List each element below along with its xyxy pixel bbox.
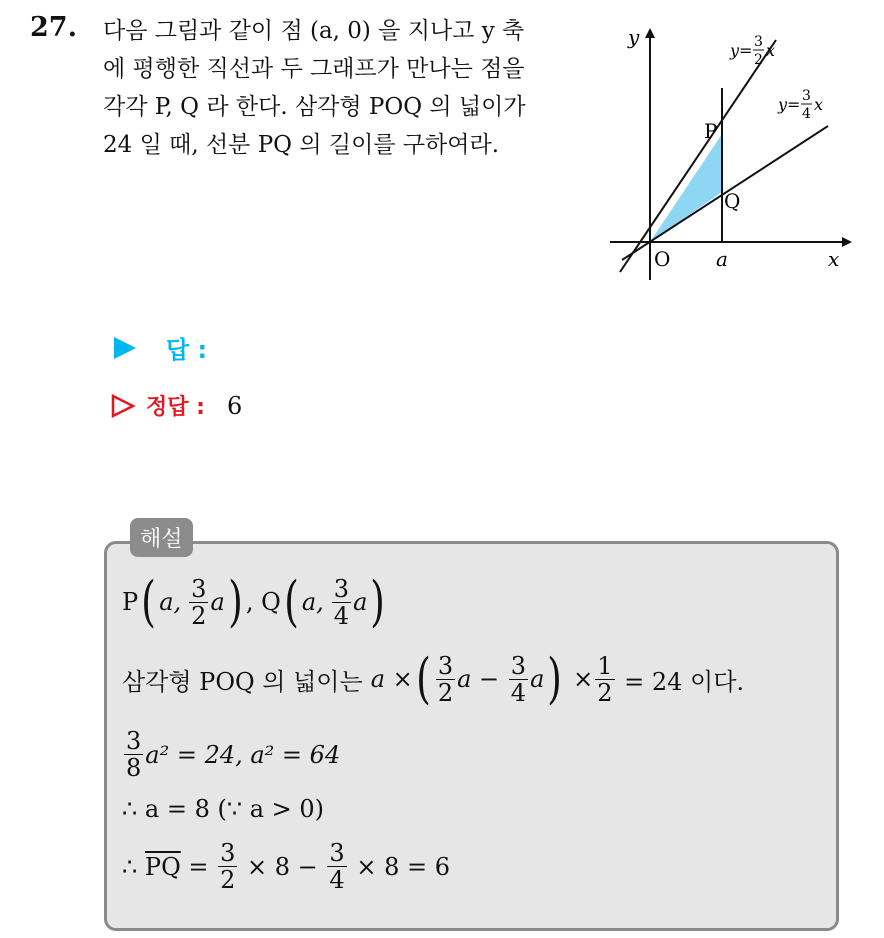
sol-a-2: a, xyxy=(301,588,324,616)
x-axis-label: x xyxy=(828,247,840,271)
sol-pq-end: = 6 xyxy=(406,852,450,881)
question-line-3: 각각 P, Q 라 한다. 삼각형 POQ 의 넓이가 xyxy=(103,94,526,120)
triangle-poq xyxy=(650,134,722,242)
solution-line-1: P ( a, $\frac{3}{2}$ a ) , Q ( a, $\frac{3}{4}$ a ) xyxy=(122,570,386,633)
a-label: a xyxy=(716,247,728,271)
line2-frac-num: 3 xyxy=(802,88,811,104)
line2-frac-den: 4 xyxy=(802,106,811,122)
p-label: P xyxy=(704,119,718,143)
sol-area-text: 삼각형 POQ 의 넓이는 xyxy=(122,667,363,696)
sol-line3-text: a² = 24, a² = 64 xyxy=(145,740,341,769)
graph-figure xyxy=(600,20,860,280)
solution-line-4: ∴ a = 8 (∵ a > 0) xyxy=(122,795,325,823)
sol-therefore: ∴ xyxy=(122,852,138,881)
question-line-1: 다음 그림과 같이 점 (a, 0) 을 지나고 y 축 xyxy=(103,18,525,44)
sol-comma-q: , Q xyxy=(245,588,281,616)
outline-triangle-icon xyxy=(110,393,136,419)
correct-answer-label: 정답 : xyxy=(146,395,205,420)
question-line-4: 24 일 때, 선분 PQ 의 길이를 구하여라. xyxy=(103,132,500,158)
x-axis-arrow xyxy=(842,237,852,247)
sol-p: P xyxy=(122,588,139,616)
sol-a-1: a, xyxy=(159,588,182,616)
answer-row xyxy=(112,330,207,365)
sol-area-end: = 24 이다. xyxy=(624,667,745,696)
q-label: Q xyxy=(724,189,741,213)
question-line-2: 에 평행한 직선과 두 그래프가 만나는 점을 xyxy=(103,56,525,82)
origin-label: O xyxy=(654,247,671,271)
question-text xyxy=(103,12,583,164)
line2-x: x xyxy=(814,95,824,114)
question-number: 27. xyxy=(30,12,77,43)
line1-label: y= xyxy=(730,41,753,60)
y-axis-arrow xyxy=(645,28,655,38)
frac-3-4: $\frac{3}{4}$ xyxy=(333,574,350,630)
play-triangle-icon xyxy=(112,335,138,361)
solution-line-5: ∴ $\overline{PQ}$ = $\frac{3}{2}$ × 8 − $\frac{3}{4}$ × 8 = 6 xyxy=(122,839,450,894)
line1-frac-den: 2 xyxy=(754,52,763,68)
solution-line-3: $\frac{3}{8}$ a² = 24, a² = 64 xyxy=(126,727,341,782)
correct-answer-value: 6 xyxy=(226,391,243,420)
line1-frac-num: 3 xyxy=(754,34,763,50)
solution-tab: 해설 xyxy=(130,518,193,557)
sol-pq: $\overline{PQ}$ xyxy=(144,852,181,881)
correct-answer-row xyxy=(110,390,242,421)
line-three-halves xyxy=(620,40,776,272)
frac-3-2: $\frac{3}{2}$ xyxy=(191,574,207,630)
line1-x: x xyxy=(766,41,776,60)
line2-label: y= xyxy=(778,95,801,114)
y-axis-label: y xyxy=(628,25,640,49)
answer-label: 답 : xyxy=(166,336,208,364)
solution-line-2: 삼각형 POQ 의 넓이는 a × ( $\frac{3}{2}$ a − $\frac{3}{4}$ a ) × $\frac{1}{2}$ = 24 이다. xyxy=(122,647,745,710)
